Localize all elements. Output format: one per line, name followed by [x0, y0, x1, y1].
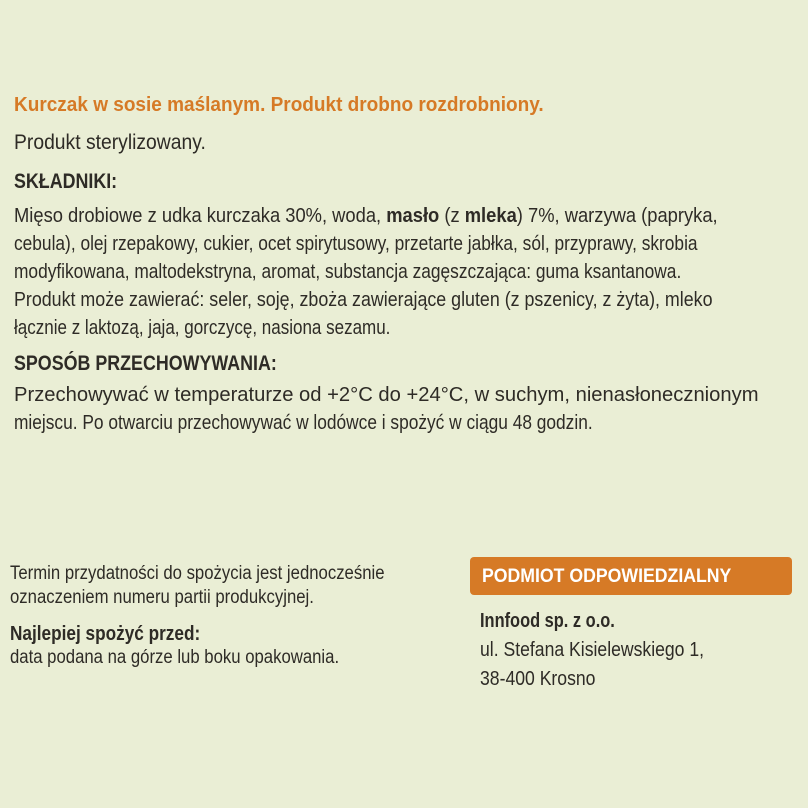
allergens-line-1: Produkt może zawierać: seler, soję, zboża zawierające gluten (z pszenicy, z żyta), mleko	[14, 288, 713, 311]
allergens-line-2: łącznie z laktozą, jaja, gorczycę, nasiona sezamu.	[14, 316, 391, 339]
responsible-entity-title: PODMIOT ODPOWIEDZIALNY	[482, 566, 732, 587]
product-subtitle: Produkt sterylizowany.	[14, 131, 206, 154]
responsible-entity-address	[480, 607, 735, 694]
storage-heading: SPOSÓB PRZECHOWYWANIA:	[14, 352, 277, 375]
ingredients-line-1: Mięso drobiowe z udka kurczaka 30%, woda, masło (z mleka) 7%, warzywa (papryka,	[14, 204, 718, 227]
best-before-label: Najlepiej spożyć przed:	[10, 623, 201, 645]
expiry-line-1: Termin przydatności do spożycia jest jednocześnie	[10, 563, 385, 584]
company-street: ul. Stefana Kisielewskiego 1,	[480, 639, 705, 661]
product-title: Kurczak w sosie maślanym. Produkt drobno rozdrobniony.	[14, 94, 544, 116]
company-city: 38-400 Krosno	[480, 668, 596, 690]
expiry-info	[10, 562, 450, 670]
responsible-entity-header	[470, 557, 792, 595]
storage-line-2: miejscu. Po otwarciu przechowywać w lodówce i spożyć w ciągu 48 godzin.	[14, 411, 593, 434]
allergen-butter: masło	[386, 204, 440, 227]
ingredients-line-3: modyfikowana, maltodekstryna, aromat, substancja zagęszczająca: guma ksantanowa.	[14, 260, 682, 283]
ingredients-heading: SKŁADNIKI:	[14, 170, 118, 193]
storage-line-1: Przechowywać w temperaturze od +2°C do +24°C, w suchym, nienasłonecznionym	[14, 383, 759, 406]
company-name: Innfood sp. z o.o.	[480, 610, 615, 632]
best-before-text: data podana na górze lub boku opakowania.	[10, 647, 340, 668]
expiry-line-2: oznaczeniem numeru partii produkcyjnej.	[10, 587, 314, 608]
allergen-milk: mleka	[464, 204, 517, 227]
ingredients-line-2: cebula), olej rzepakowy, cukier, ocet spirytusowy, przetarte jabłka, sól, przyprawy, skrobia	[14, 232, 698, 255]
